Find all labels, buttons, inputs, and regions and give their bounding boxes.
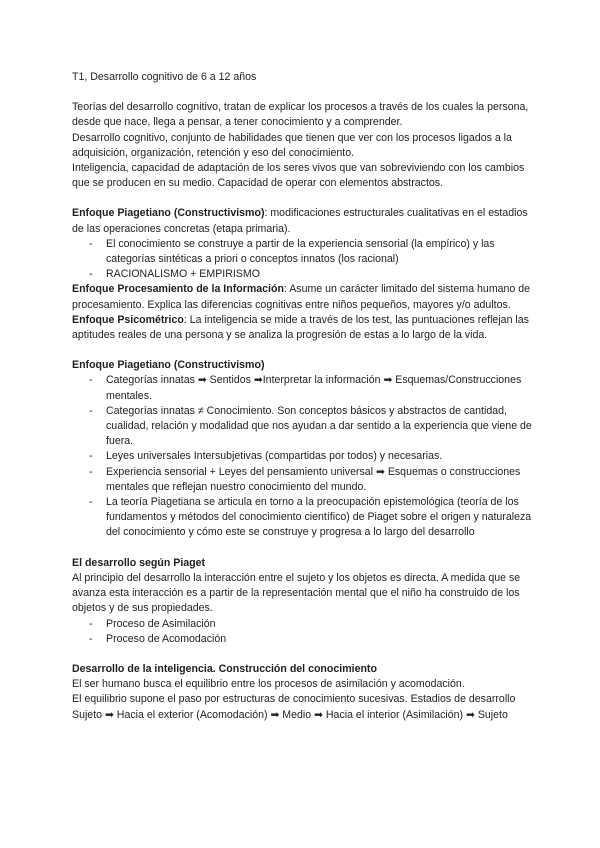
intelligence-line: El ser humano busca el equilibrio entre los procesos de asimilación y acomodación. [72,678,465,691]
piaget-section-heading: Enfoque Piagetiano (Constructivismo) [72,359,265,372]
list-item: - RACIONALISMO + EMPIRISMO [72,267,534,282]
info-processing-text: : Asume un carácter limitado del sistema humano de procesamiento. Explica las diferencias cognitivas entre niños pequeños, mayores y/o adultos. [72,283,531,311]
intro-paragraph: Inteligencia, capacidad de adaptación de los seres vivos que van sobreviviendo con los cambios que se producen en su medio. Capacidad de operar con elementos abstractos. [72,162,525,190]
list-item: - Categorías innatas ➡ Sentidos ➡Interpretar la información ➡ Esquemas/Construcciones mentales. [72,373,534,403]
piaget-approach-list [72,237,534,283]
intro-paragraph: Desarrollo cognitivo, conjunto de habilidades que tienen que ver con los procesos ligados a la adquisición, organización, retención y eso del conocimiento. [72,131,512,159]
list-item: - Experiencia sensorial + Leyes del pensamiento universal ➡ Esquemas o construcciones mentales que reflejan nuestro conocimiento del mundo. [72,465,534,495]
document-title: T1, Desarrollo cognitivo de 6 a 12 años [72,71,257,83]
list-item: - La teoría Piagetiana se articula en torno a la preocupación epistemológica (teoría de los fundamentos y métodos del conocimiento científico) de Piaget sobre el origen y naturaleza del conocimiento y cómo este se construye y progresa a lo largo del desarrollo [72,495,534,541]
development-list [72,617,534,647]
piaget-approach-label: Enfoque Piagetiano (Constructivismo) [72,207,265,220]
list-item: - Leyes universales Intersubjetivas (compartidas por todos) y necesarias. [72,449,534,464]
intro-paragraph: Teorías del desarrollo cognitivo, tratan de explicar los procesos a través de los cuales la persona, desde que nace, llega a pensar, a tener conocimiento y a comprender. [72,101,529,129]
list-item: - Proceso de Acomodación [72,632,534,647]
intelligence-line: El equilibrio supone el paso por estructuras de conocimiento sucesivas. Estadios de desarrollo [72,693,516,706]
psychometric-label: Enfoque Psicométrico [72,313,184,326]
psychometric-text: : La inteligencia se mide a través de los test, las puntuaciones reflejan las aptitudes reales de una persona y se analiza la progresión de estas a lo largo de la vida. [72,313,529,342]
intelligence-heading: Desarrollo de la inteligencia. Construcción del conocimiento [72,662,377,675]
info-processing-label: Enfoque Procesamiento de la Información [72,283,284,296]
piaget-approach-paragraph [72,206,534,236]
list-item: - El conocimiento se construye a partir de la experiencia sensorial (la empírico) y las categorías sintéticas a priori o conceptos innatos (los racional) [72,237,534,267]
document-page [72,70,534,723]
development-heading: El desarrollo según Piaget [72,556,206,569]
info-processing-paragraph [72,282,534,312]
piaget-section-list [72,373,534,540]
intelligence-line: Sujeto ➡ Hacia el exterior (Acomodación) ➡ Medio ➡ Hacia el interior (Asimilación) ➡ Sujeto [72,708,508,721]
development-text: Al principio del desarrollo la interacción entre el sujeto y los objetos es directa. A medida que se avanza esta interacción es a partir de la representación mental que el niño ha construido de los objetos y de sus propiedades. [72,571,521,615]
psychometric-paragraph [72,313,534,343]
list-item: - Categorías innatas ≠ Conocimiento. Son conceptos básicos y abstractos de cantidad, cualidad, relación y modalidad que nos ayudan a dar sentido a la experiencia que viene de fuera. [72,404,534,450]
piaget-approach-text: : modificaciones estructurales cualitativas en el estadios de las operaciones concretas (etapa primaria). [72,207,528,235]
list-item: - Proceso de Asimilación [72,617,534,632]
